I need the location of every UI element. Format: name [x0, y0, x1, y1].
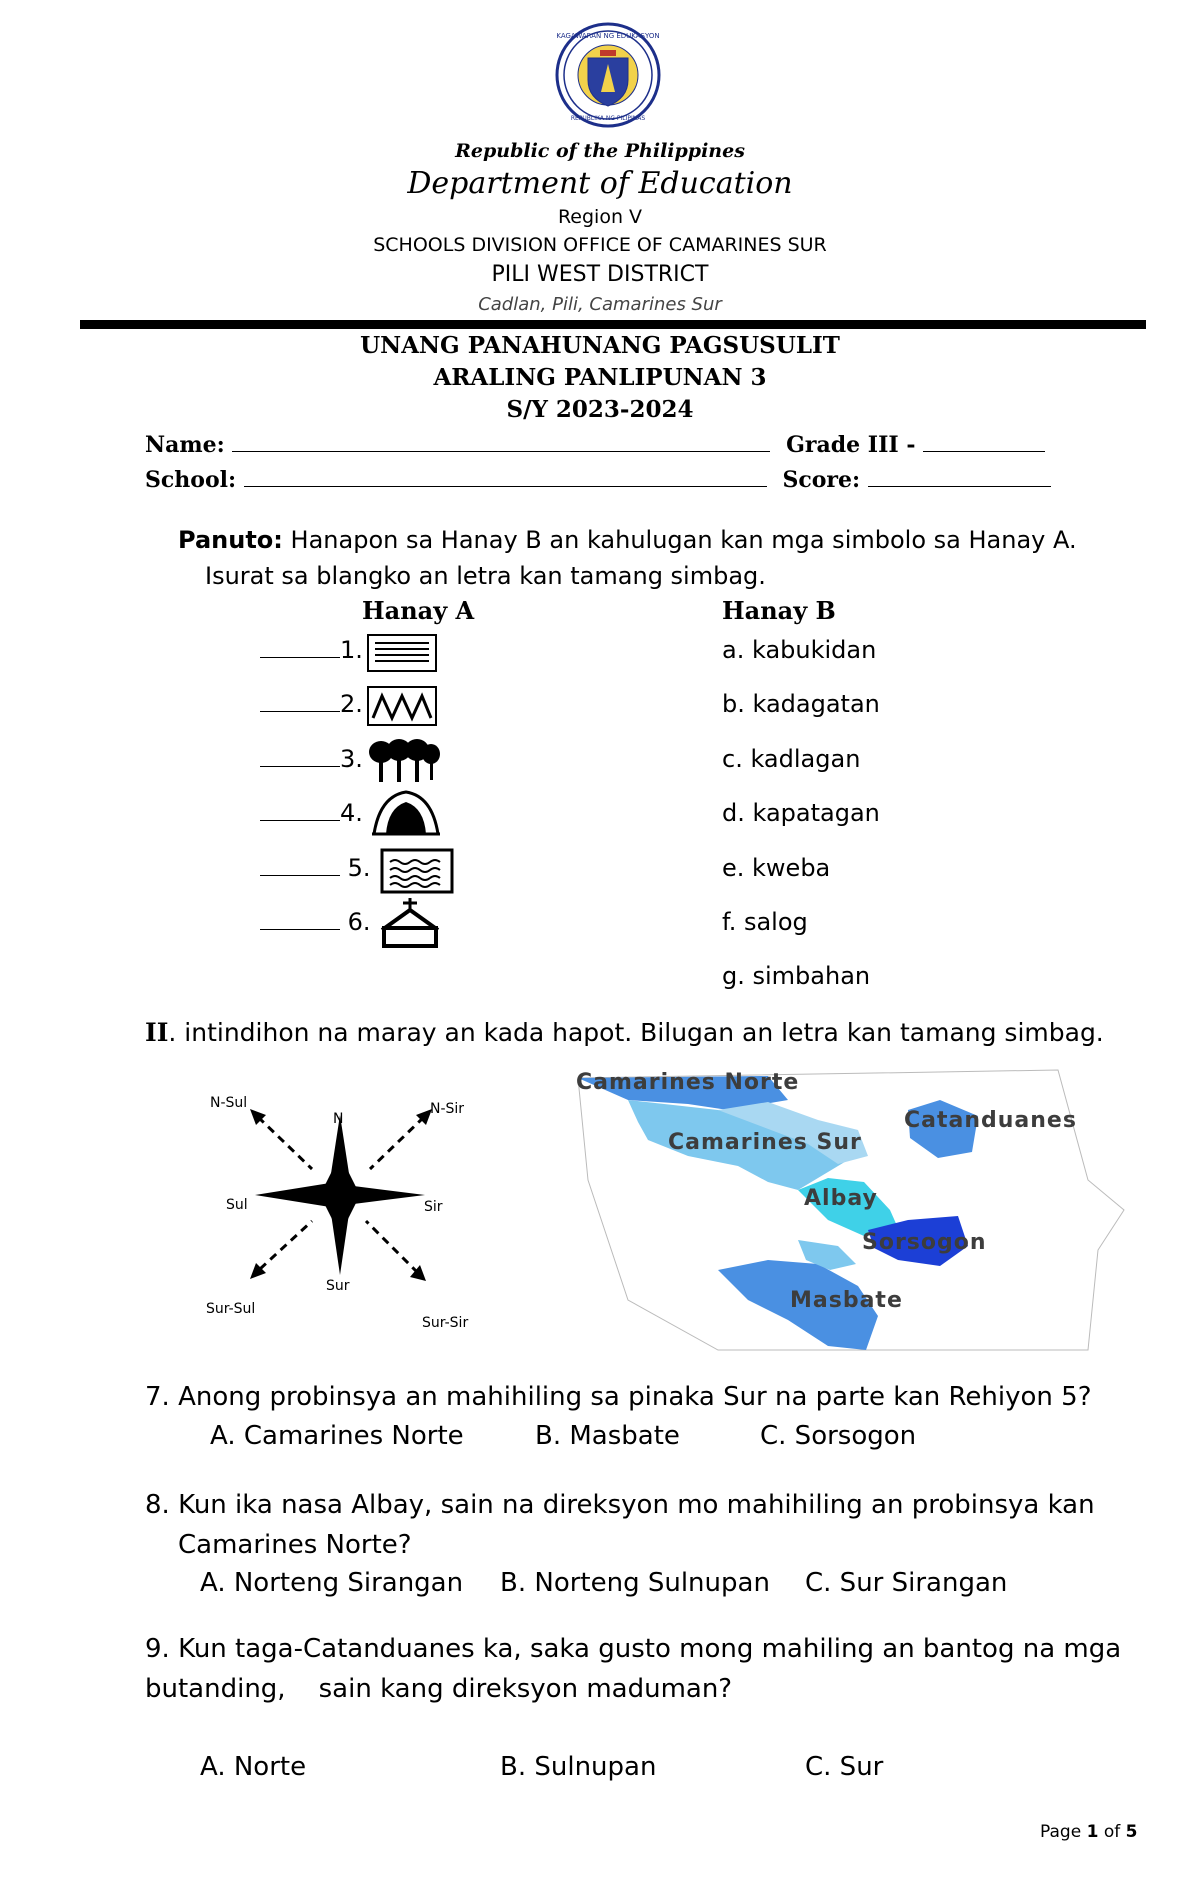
- compass-label-nsir: N-Sir: [430, 1101, 465, 1117]
- school-field[interactable]: [244, 485, 767, 487]
- of-word: of: [1103, 1822, 1121, 1842]
- panuto-label: Panuto: [178, 526, 274, 554]
- cave-icon: [370, 788, 442, 838]
- answer-blank-5[interactable]: [260, 874, 340, 876]
- q8-option-a[interactable]: A. Norteng Sirangan: [200, 1568, 464, 1598]
- page-current: 1: [1086, 1822, 1099, 1842]
- map-label-masbate: Masbate: [790, 1288, 903, 1313]
- item-number: 6.: [347, 908, 371, 936]
- compass-label-sul: Sul: [226, 1197, 248, 1213]
- item-number: 2.: [340, 690, 363, 718]
- q9-option-c[interactable]: C. Sur: [805, 1752, 884, 1782]
- question-9-text: 9. Kun taga-Catanduanes ka, saka gusto mong mahiling an bantog na mga: [145, 1634, 1122, 1664]
- choice-f: f. salog: [722, 908, 808, 936]
- panuto-colon: :: [273, 526, 283, 554]
- answer-blank-2[interactable]: [260, 710, 340, 712]
- svg-text:REPUBLIKA NG PILIPINAS: REPUBLIKA NG PILIPINAS: [570, 115, 646, 122]
- water-waves-icon: [380, 848, 456, 896]
- score-field[interactable]: [868, 485, 1051, 487]
- part-two-text: . intindihon na maray an kada hapot. Bilugan an letra kan tamang simbag.: [168, 1018, 1104, 1047]
- republic-heading: Republic of the Philippines: [455, 140, 745, 162]
- school-label: School:: [145, 467, 237, 493]
- answer-blank-1[interactable]: [260, 656, 340, 658]
- compass-label-sursir: Sur-Sir: [422, 1315, 469, 1331]
- answer-blank-6[interactable]: [260, 928, 340, 930]
- item-number: 1.: [340, 636, 363, 664]
- hanay-a-heading: Hanay A: [362, 596, 475, 625]
- question-9-text-line2: butanding, sain kang direksyon maduman?: [145, 1674, 733, 1704]
- q9-option-b[interactable]: B. Sulnupan: [500, 1752, 657, 1782]
- choice-b: b. kadagatan: [722, 690, 880, 718]
- item-number: 3.: [340, 745, 363, 773]
- seal-icon: [555, 22, 661, 128]
- svg-text:KAGAWARAN NG EDUKASYON: KAGAWARAN NG EDUKASYON: [556, 32, 660, 40]
- page-word: Page: [1040, 1822, 1082, 1842]
- department-heading: Department of Education: [407, 166, 793, 201]
- q7-option-b[interactable]: B. Masbate: [535, 1421, 680, 1451]
- q8-option-b[interactable]: B. Norteng Sulnupan: [500, 1568, 770, 1598]
- map-label-catanduanes: Catanduanes: [904, 1108, 1077, 1133]
- map-label-sorsogon: Sorsogon: [862, 1230, 987, 1255]
- map-label-camarines-norte: Camarines Norte: [576, 1070, 800, 1095]
- panuto-text: Hanapon sa Hanay B an kahulugan kan mga simbolo sa Hanay A.: [290, 526, 1077, 554]
- header-divider: [80, 320, 1146, 329]
- division-text: SCHOOLS DIVISION OFFICE OF CAMARINES SUR: [373, 234, 827, 256]
- matching-item-1: [260, 636, 363, 664]
- question-8-text-line2: Camarines Norte?: [178, 1530, 412, 1560]
- matching-item-4: [260, 799, 363, 827]
- score-label: Score:: [782, 467, 861, 493]
- grade-label: Grade III -: [786, 432, 916, 458]
- matching-item-5: [260, 854, 371, 882]
- compass-label-sursul: Sur-Sul: [206, 1301, 256, 1317]
- compass-label-sur: Sur: [326, 1278, 350, 1294]
- school-row: [145, 467, 1051, 493]
- item-number: 4.: [340, 799, 363, 827]
- map-label-camarines-sur: Camarines Sur: [668, 1130, 862, 1155]
- name-field[interactable]: [232, 450, 770, 452]
- q7-option-a[interactable]: A. Camarines Norte: [210, 1421, 464, 1451]
- matching-item-2: [260, 690, 363, 718]
- choice-g: g. simbahan: [722, 962, 871, 990]
- map-label-albay: Albay: [804, 1186, 878, 1211]
- question-8-text: 8. Kun ika nasa Albay, sain na direksyon mo mahihiling an probinsya kan: [145, 1490, 1095, 1520]
- matching-item-6: [260, 908, 371, 936]
- name-label: Name:: [145, 432, 225, 458]
- school-year: S/Y 2023-2024: [506, 396, 694, 423]
- page-number: [1040, 1822, 1137, 1842]
- address-text: Cadlan, Pili, Camarines Sur: [478, 294, 722, 315]
- matching-item-3: [260, 745, 363, 773]
- bicol-region-map: [568, 1060, 1126, 1360]
- choice-c: c. kadlagan: [722, 745, 861, 773]
- instructions: [178, 526, 1077, 554]
- choice-a: a. kabukidan: [722, 636, 877, 664]
- q7-option-c[interactable]: C. Sorsogon: [760, 1421, 917, 1451]
- choice-d: d. kapatagan: [722, 799, 880, 827]
- instructions-line2: Isurat sa blangko an letra kan tamang simbag.: [205, 562, 766, 590]
- item-number: 5.: [347, 854, 371, 882]
- compass-rose: [200, 1085, 480, 1335]
- question-7-text: 7. Anong probinsya an mahihiling sa pinaka Sur na parte kan Rehiyon 5?: [145, 1382, 1092, 1412]
- page-total: 5: [1125, 1822, 1138, 1842]
- compass-label-nsul: N-Sul: [210, 1095, 248, 1111]
- hanay-b-heading: Hanay B: [722, 596, 836, 625]
- compass-label-n: N: [333, 1111, 344, 1127]
- grade-field[interactable]: [923, 450, 1045, 452]
- subject-title: ARALING PANLIPUNAN 3: [433, 364, 767, 391]
- name-row: [145, 432, 1045, 458]
- church-icon: [374, 896, 446, 950]
- deped-seal: [555, 22, 661, 128]
- zigzag-mountain-icon: [367, 686, 439, 728]
- compass-label-sir: Sir: [424, 1199, 443, 1215]
- district-text: PILI WEST DISTRICT: [491, 262, 709, 287]
- exam-title: UNANG PANAHUNANG PAGSUSULIT: [360, 332, 840, 359]
- answer-blank-3[interactable]: [260, 765, 340, 767]
- answer-blank-4[interactable]: [260, 819, 340, 821]
- plain-lines-icon: [367, 634, 439, 674]
- trees-forest-icon: [367, 738, 443, 786]
- q9-option-a[interactable]: A. Norte: [200, 1752, 307, 1782]
- choice-e: e. kweba: [722, 854, 831, 882]
- part-two-numeral: II: [145, 1018, 169, 1047]
- region-text: Region V: [557, 206, 643, 228]
- part-two-instructions: [145, 1018, 1104, 1047]
- q8-option-c[interactable]: C. Sur Sirangan: [805, 1568, 1008, 1598]
